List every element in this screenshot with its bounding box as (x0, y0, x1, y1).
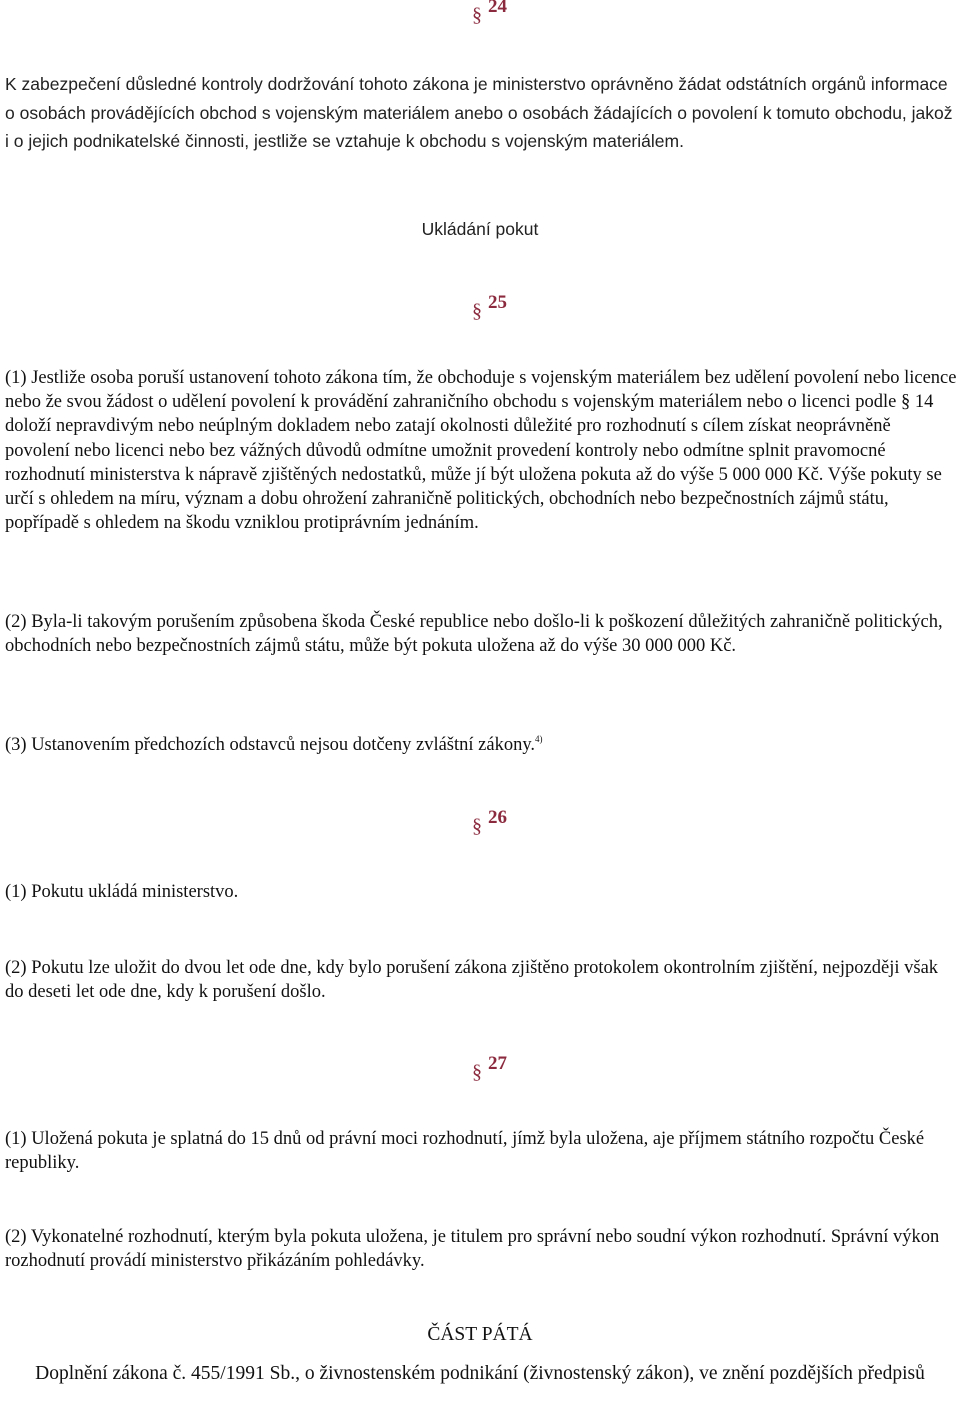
section-27-paragraph-1: (1) Uložená pokuta je splatná do 15 dnů od právní moci rozhodnutí, jímž byla uložena, aje příjmem státního rozpočtu České republiky. (5, 1129, 925, 1174)
section-symbol: § (472, 4, 482, 26)
section-25-paragraph-2: (2) Byla-li takovým porušením způsobena škoda České republice nebo došlo-li k poškození důležitých zahraničně politických, obchodních nebo bezpečnostních zájmů státu, může být pokuta uložena až do výše 30 000 000 Kč. (5, 612, 943, 657)
section-24-heading (472, 0, 507, 26)
section-symbol: § (472, 815, 482, 837)
intro-paragraph: K zabezpečení důsledné kontroly dodržování tohoto zákona je ministerstvo oprávněno žádat odstátních orgánů informace o osobách provádějících obchod s vojenským materiálem anebo o osobách žádajících o povolení k tomuto obchodu, jakož i o jejich podnikatelské činnosti, jestliže se vztahuje k obchodu s vojenským materiálem. (5, 74, 953, 151)
section-number: 25 (488, 292, 507, 313)
section-number: 27 (488, 1053, 507, 1074)
paragraph-text: (3) Ustanovením předchozích odstavců nejsou dotčeny zvláštní zákony. (5, 735, 536, 755)
subheading-ukladani-pokut: Ukládání pokut (421, 219, 539, 239)
section-25-paragraph-3 (5, 733, 957, 757)
section-25-paragraph-1: (1) Jestliže osoba poruší ustanovení tohoto zákona tím, že obchoduje s vojenským materiálem bez udělení povolení nebo licence nebo že svou žádost o udělení povolení k provádění zahraničního obchodu s vojenským materiálem nebo o licenci podle § 14 doloží nepravdivým nebo neúplným dokladem nebo zatají okolnosti důležité pro rozhodnutí s cílem získat neoprávněně povolení nebo licenci nebo bez vážných důvodů odmítne umožnit provedení kontroly nebo odmítne splnit pravomocné rozhodnutí ministerstva k nápravě zjištěných nedostatků, může jí být uložena pokuta až do výše 5 000 000 Kč. Výše pokuty se určí s ohledem na míru, význam a dobu ohrožení zahraničně politických, obchodních nebo bezpečnostních zájmů státu, popřípadě s ohledem na škodu vzniklou protiprávním jednáním. (5, 368, 957, 534)
section-26-heading (472, 805, 507, 837)
section-26-paragraph-2: (2) Pokutu lze uložit do dvou let ode dne, kdy bylo porušení zákona zjištěno protokolem okontrolním zjištění, nejpozději však do deseti let ode dne, kdy k porušení došlo. (5, 958, 939, 1003)
part-subtitle: Doplnění zákona č. 455/1991 Sb., o živnostenském podnikání (živnostenský zákon), ve znění pozdějších předpisů (35, 1363, 925, 1384)
part-heading: ČÁST PÁTÁ (427, 1324, 533, 1345)
section-symbol: § (472, 300, 482, 322)
section-symbol: § (472, 1061, 482, 1083)
section-26-paragraph-1: (1) Pokutu ukládá ministerstvo. (5, 882, 239, 902)
section-number: 26 (488, 807, 507, 828)
footnote-ref: 4) (535, 734, 543, 744)
section-number: 24 (488, 0, 507, 17)
section-25-heading (472, 290, 507, 322)
section-27-heading (472, 1051, 507, 1083)
section-27-paragraph-2: (2) Vykonatelné rozhodnutí, kterým byla pokuta uložena, je titulem pro správní nebo soudní výkon rozhodnutí. Správní výkon rozhodnutí provádí ministerstvo přikázáním pohledávky. (5, 1227, 940, 1272)
